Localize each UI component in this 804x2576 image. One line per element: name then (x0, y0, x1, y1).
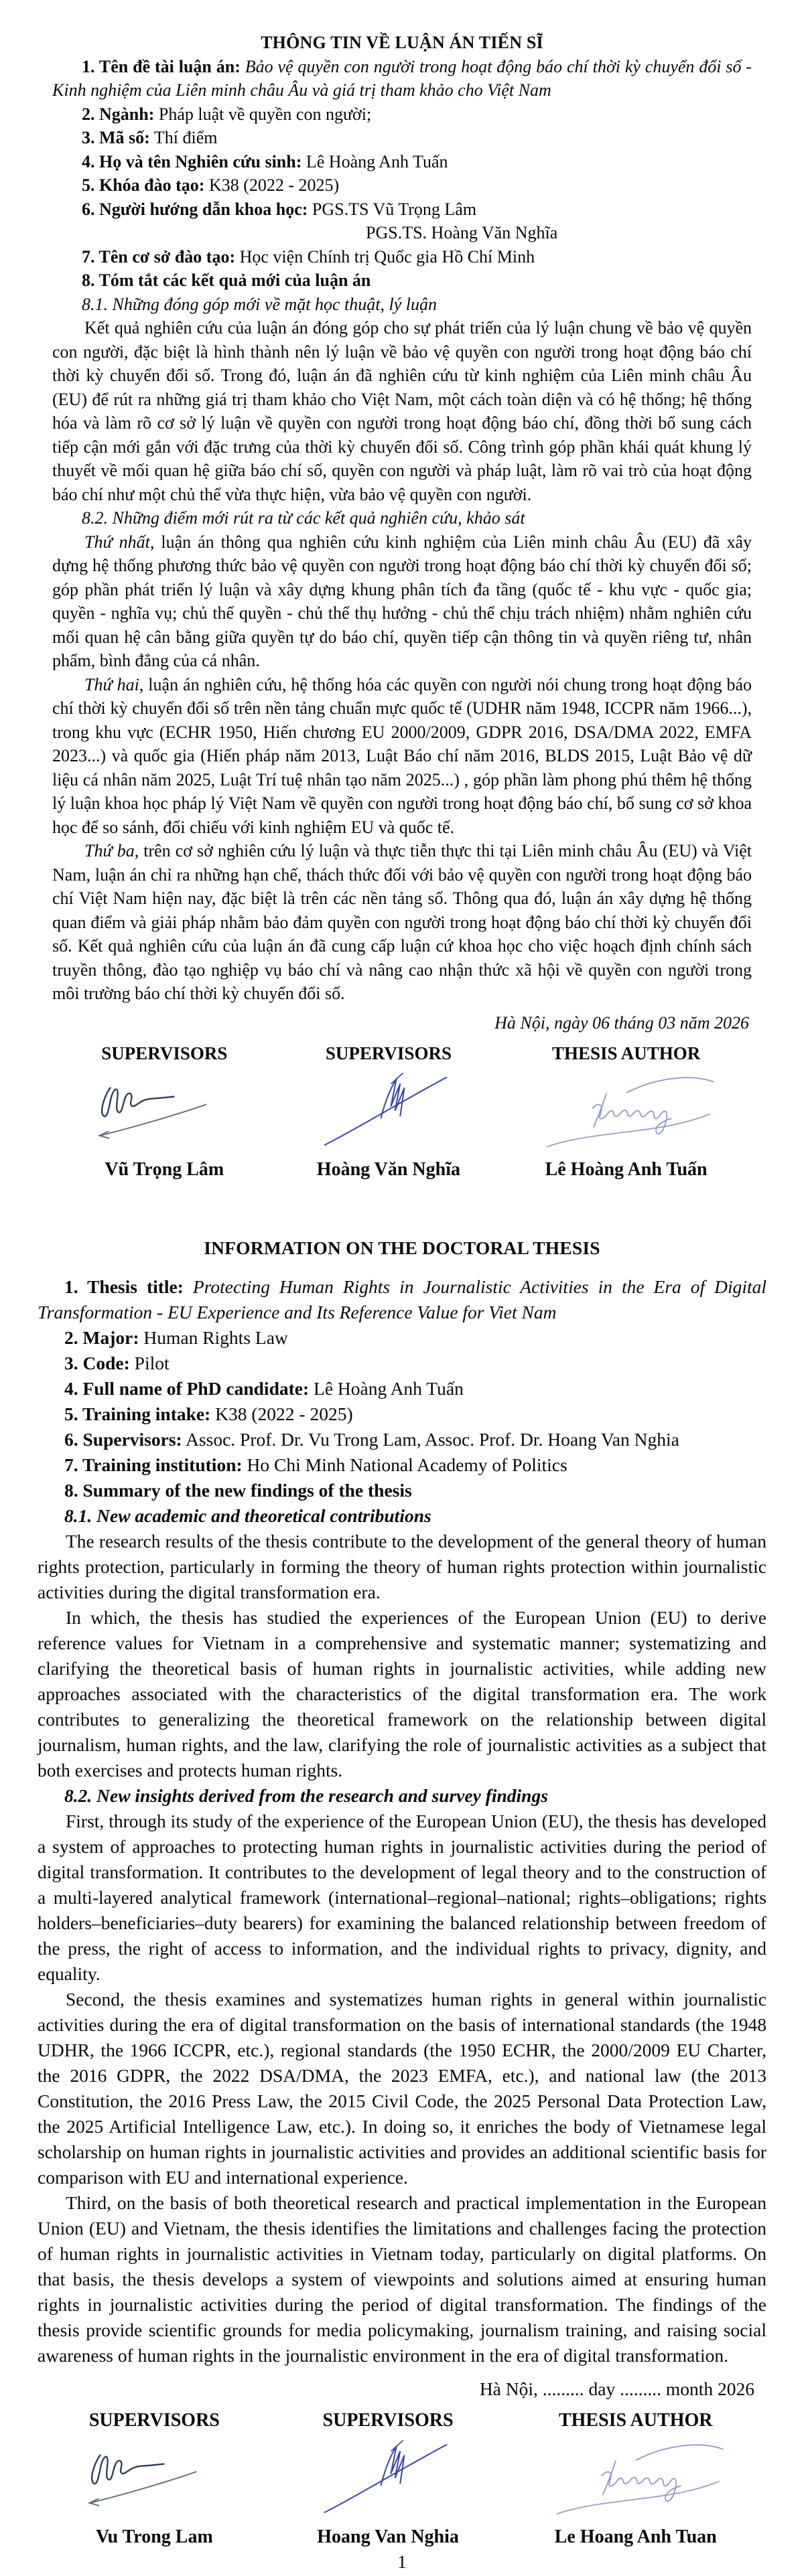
field-label: 8. Summary of the new findings of the thesis (64, 1480, 412, 1501)
field-label: 4. Họ và tên Nghiên cứu sinh: (82, 151, 302, 171)
paragraph-8-1b-en: In which, the thesis has studied the experiences of the European Union (EU) to derive reference values for Vietnam in a comprehensive and systematic manner; systematizing and clarifying the theoretical basis of human rights in journalistic activities, while adding new approaches associated with the characteristics of the digital transformation era. The work contributes to generalizing the theoretical framework on the relationship between digital journalism, human rights, and the law, clarifying the role of journalistic activities as a subject that both exercises and protects human rights. (38, 1607, 766, 1781)
field-value: K38 (2022 - 2025) (208, 175, 340, 195)
signature-name: Le Hoang Anh Tuan (554, 2526, 717, 2547)
field-intake-en (38, 1401, 766, 1427)
field-value: Assoc. Prof. Dr. Vu Trong Lam, Assoc. Prof. Dr. Hoang Van Nghia (186, 1429, 679, 1450)
subheading-8-1-vi: 8.1. Những đóng góp mới về mặt học thuật, lý luận (82, 294, 437, 314)
field-intake-vi (52, 173, 752, 198)
paragraph-text: luận án thông qua nghiên cứu kinh nghiệm của Liên minh châu Âu (EU) đã xây dựng hệ thống phương thức bảo vệ quyền con người trong hoạt động báo chí thời kỳ chuyển đổi số; góp phần phát triển lý luận và xây dựng khung phân tích đa tầng (quốc tế - khu vực - quốc gia; quyền - nghĩa vụ; chủ thể quyền - chủ thể thụ hưởng - chủ thể chịu trách nhiệm) nhằm nghiên cứu mối quan hệ cân bằng giữa quyền tự do báo chí, quyền tiếp cận thông tin và quyền riêng tư, nhân phẩm, bình đẳng của cá nhân. (52, 532, 752, 670)
paragraph-8-1a-en: The research results of the thesis contribute to the development of the general theory of human rights protection, particularly in forming the theory of human rights protection within journalistic activities during the digital transformation era. (38, 1531, 766, 1602)
section-vietnamese (0, 0, 804, 1182)
section-english (0, 1199, 804, 2576)
subheading-8-2-en: 8.2. New insights derived from the research and survey findings (64, 1785, 548, 1806)
field-value: Học viện Chính trị Quốc gia Hồ Chí Minh (239, 246, 535, 267)
field-value: Bảo vệ quyền con người trong hoạt động báo chí thời kỳ chuyển đổi số - Kinh nghiệm của Liên minh châu Âu và giá trị tham khảo cho Việt Nam (52, 56, 752, 100)
signature-name: Lê Hoàng Anh Tuấn (545, 1159, 708, 1180)
field-label: 6. Người hướng dẫn khoa học: (82, 199, 308, 219)
field-institution-en (38, 1452, 766, 1478)
signature-hoang-van-nghia-image (310, 1068, 466, 1156)
field-value: K38 (2022 - 2025) (215, 1404, 353, 1424)
field-value: PGS.TS Vũ Trọng Lâm (312, 199, 477, 219)
field-label: 2. Major: (64, 1327, 139, 1348)
signature-header: SUPERVISORS (88, 2410, 220, 2431)
paragraph-8-1-vi: Kết quả nghiên cứu của luận án đóng góp cho sự phát triển của lý luận chung về bảo vệ quyền con người, đặc biệt là hình thành nên lý luận về bảo vệ quyền con người trong hoạt động báo chí thời kỳ chuyển đổi số. Trong đó, luận án đã nghiên cứu từ kinh nghiệm của Liên minh châu Âu (EU) để rút ra những giá trị tham khảo cho Việt Nam, một cách toàn diện và có hệ thống; hệ thống hóa và làm rõ cơ sở lý luận về quyền con người trong hoạt động báo chí, đồng thời bổ sung cách tiếp cận mới gắn với đặc trưng của thời kỳ chuyển đổi số. Công trình góp phần khái quát khung lý thuyết về mối quan hệ giữa báo chí số, quyền con người và pháp luật, làm rõ vai trò của hoạt động báo chí như một chủ thể vừa thực hiện, vừa bảo vệ quyền con người. (52, 318, 752, 504)
subheading-8-1-en: 8.1. New academic and theoretical contributions (64, 1505, 431, 1526)
field-value: Lê Hoàng Anh Tuấn (314, 1378, 464, 1399)
paragraph-text: trên cơ sở nghiên cứu lý luận và thực tiễn thực thi tại Liên minh châu Âu (EU) và Việt Nam, luận án chỉ ra những hạn chế, thách thức đối với bảo vệ quyền con người trong hoạt động báo chí Việt Nam hiện nay, đặc biệt là trên các nền tảng số. Thông qua đó, luận án xây dựng hệ thống quan điểm và giải pháp nhằm bảo đảm quyền con người trong hoạt động báo chí thời kỳ chuyển đổi số. Kết quả nghiên cứu của luận án đã cung cấp luận cứ khoa học cho việc hoạch định chính sách truyền thông, đào tạo nghiệp vụ báo chí và nâng cao nhận thức xã hội về quyền con người trong môi trường báo chí thời kỳ chuyển đổi số. (52, 841, 752, 1003)
field-code-en (38, 1351, 766, 1376)
field-label: 7. Training institution: (64, 1454, 243, 1475)
page-title-vi: THÔNG TIN VỀ LUẬN ÁN TIẾN SĨ (261, 33, 543, 52)
paragraph-second-vi (52, 673, 752, 840)
field-summary-heading-vi (52, 269, 752, 293)
field-label: 1. Thesis title: (64, 1276, 184, 1297)
signature-name: Hoang Van Nghia (317, 2526, 459, 2547)
signature-column-author (505, 2409, 766, 2549)
field-value: Human Rights Law (143, 1327, 288, 1348)
signature-name: Vu Trong Lam (95, 2526, 213, 2547)
field-thesis-title-en (38, 1274, 766, 1325)
field-value: Lê Hoàng Anh Tuấn (306, 151, 448, 171)
signature-header: SUPERVISORS (322, 2410, 454, 2431)
field-label: 2. Ngành: (82, 104, 155, 124)
subheading-8-2-vi: 8.2. Những điểm mới rút ra từ các kết quả nghiên cứu, khảo sát (82, 508, 525, 528)
page-number: 1 (397, 2551, 407, 2572)
field-supervisor-2-vi: PGS.TS. Hoàng Văn Nghĩa (366, 223, 558, 242)
field-summary-heading-en (38, 1478, 766, 1503)
field-supervisors-vi (52, 198, 752, 222)
field-candidate-vi (52, 150, 752, 174)
paragraph-third-vi (52, 839, 752, 1006)
field-value: Ho Chi Minh National Academy of Politics (247, 1454, 567, 1475)
field-label: 6. Supervisors: (64, 1429, 182, 1450)
field-label: 8. Tóm tắt các kết quả mới của luận án (82, 271, 371, 290)
paragraph-first-vi (52, 530, 752, 673)
page-title-en: INFORMATION ON THE DOCTORAL THESIS (204, 1237, 600, 1258)
signature-name: Vũ Trọng Lâm (105, 1159, 224, 1180)
signature-header: THESIS AUTHOR (551, 1043, 701, 1063)
paragraph-lead: Thứ ba, (84, 841, 139, 860)
field-code-vi (52, 126, 752, 150)
signature-column-supervisor-2 (277, 1041, 501, 1182)
field-label: 3. Code: (64, 1353, 130, 1373)
field-label: 4. Full name of PhD candidate: (64, 1378, 310, 1399)
paragraph-third-en: Third, on the basis of both theoretical research and practical implementation in the European Union (EU) and Vietnam, the thesis identifies the limitations and challenges facing the protection of human rights in journalistic activities in Vietnam today, particularly on digital platforms. On that basis, the thesis develops a system of viewpoints and solutions aimed at ensuring human rights in journalistic activities during the period of digital transformation. The findings of the thesis provide scientific grounds for media policymaking, journalism training, and raising social awareness of human rights in the journalistic environment in the era of digital transformation. (38, 2192, 766, 2366)
signature-column-supervisor-1 (52, 1041, 277, 1182)
signature-hoang-van-nghia-image (310, 2435, 466, 2524)
dateline-en: Hà Nội, ......... day ......... month 2026 (479, 2378, 754, 2399)
signature-header: THESIS AUTHOR (558, 2410, 713, 2431)
paragraph-text: luận án nghiên cứu, hệ thống hóa các quyền con người nói chung trong hoạt động báo chí thời kỳ chuyển đổi số trên nền tảng chuẩn mực quốc tế (UDHR năm 1948, ICCPR năm 1966...), trong khu vực (ECHR 1950, Hiến chương EU 2000/2009, GDPR 2016, DSA/DMA 2022, EMFA 2023...) và quốc gia (Hiến pháp năm 2013, Luật Báo chí năm 2016, BLDS 2015, Luật Bảo vệ dữ liệu cá nhân năm 2025, Luật Trí tuệ nhân tạo năm 2025...) , góp phần làm phong phú thêm hệ thống lý luận khoa học pháp lý Việt Nam về quyền con người trong hoạt động báo chí, bổ sung cơ sở khoa học để so sánh, đối chiếu với kinh nghiệm EU và quốc tế. (52, 674, 752, 837)
field-supervisors-en (38, 1427, 766, 1452)
field-value: Pilot (134, 1353, 170, 1373)
signature-column-author (500, 1041, 752, 1182)
signature-vu-trong-lam-image (86, 1068, 243, 1156)
field-label: 5. Training intake: (64, 1404, 211, 1424)
field-value: Protecting Human Rights in Journalistic Activities in the Era of Digital Transformation - EU Experience and Its Reference Value for Viet Nam (38, 1276, 767, 1322)
paragraph-lead: Thứ nhất, (84, 532, 155, 552)
paragraph-lead: Thứ hai, (84, 674, 144, 694)
field-value: Thí điểm (153, 128, 218, 147)
field-institution-vi (52, 245, 752, 269)
paragraph-second-en: Second, the thesis examines and systematizes human rights in general within journalistic activities during the era of digital transformation on the basis of international standards (the 1948 UDHR, the 1966 ICCPR, etc.), regional standards (the 1950 ECHR, the 2000/2009 EU Charter, the 2016 GDPR, the 2022 DSA/DMA, the 2023 EMFA, etc.), and national law (the 2013 Constitution, the 2016 Press Law, the 2015 Civil Code, the 2025 Personal Data Protection Law, the 2025 Artificial Intelligence Law, etc.). In doing so, it enriches the body of Vietnamese legal scholarship on human rights in journalistic activities and provides an additional scientific basis for comparison with EU and international experience. (38, 1989, 766, 2188)
field-thesis-title-vi (52, 55, 752, 102)
dateline-vi: Hà Nội, ngày 06 tháng 03 năm 2026 (494, 1012, 749, 1033)
field-value: Pháp luật về quyền con người; (158, 104, 372, 124)
signature-block-vi (52, 1041, 752, 1182)
signature-block-en (38, 2409, 766, 2549)
field-major-vi (52, 102, 752, 127)
field-label: 1. Tên đề tài luận án: (82, 56, 241, 76)
signature-column-supervisor-2 (271, 2409, 505, 2549)
signature-header: SUPERVISORS (101, 1043, 228, 1063)
paragraph-first-en: First, through its study of the experience of the European Union (EU), the thesis has developed a system of approaches to protecting human rights in journalistic activities during the period of digital transformation. It contributes to the development of legal theory and to the construction of a multi-layered analytical framework (international–regional–national; rights–obligations; rights holders–beneficiaries–duty bearers) for examining the balanced relationship between freedom of the press, the right of access to information, and the individual rights to privacy, dignity, and equality. (38, 1811, 766, 1984)
field-label: 7. Tên cơ sở đào tạo: (82, 246, 236, 267)
signature-le-hoang-anh-tuan-image (542, 2435, 729, 2524)
field-major-en (38, 1325, 766, 1351)
field-label: 3. Mã số: (82, 128, 150, 147)
field-label: 5. Khóa đào tạo: (82, 175, 205, 195)
signature-vu-trong-lam-image (76, 2435, 232, 2524)
signature-le-hoang-anh-tuan-image (533, 1068, 720, 1156)
signature-header: SUPERVISORS (325, 1043, 452, 1063)
signature-name: Hoàng Văn Nghĩa (316, 1159, 461, 1180)
signature-column-supervisor-1 (38, 2409, 271, 2549)
field-candidate-en (38, 1376, 766, 1401)
